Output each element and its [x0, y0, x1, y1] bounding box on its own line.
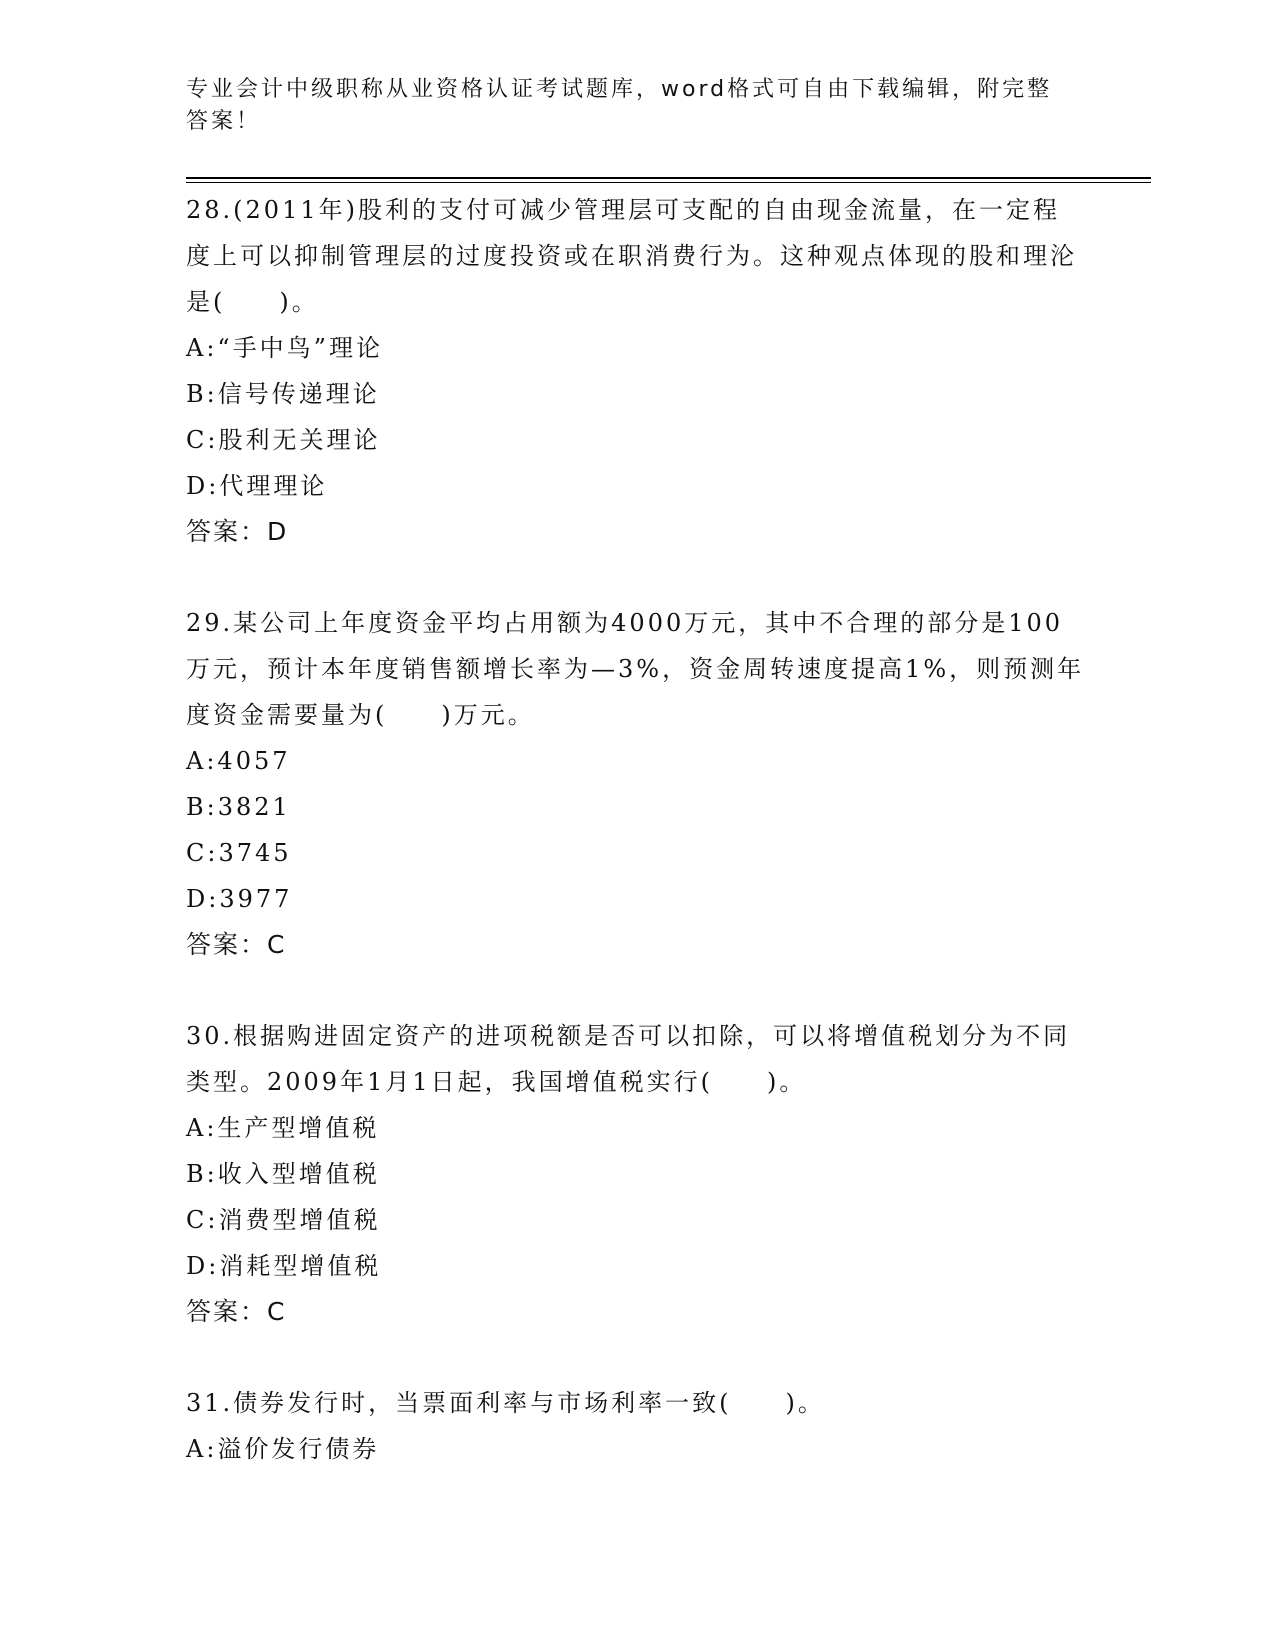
- answer-label: 答案：C: [186, 930, 287, 959]
- option-a: A:溢价发行债券: [186, 1435, 380, 1463]
- option-a: A:生产型增值税: [186, 1114, 380, 1142]
- answer-label: 答案：D: [186, 517, 289, 546]
- option-c: C:消费型增值税: [186, 1206, 381, 1234]
- question-30: [186, 1013, 1086, 1335]
- question-31: [186, 1380, 1086, 1472]
- option-d: D:消耗型增值税: [186, 1252, 382, 1280]
- option-d: D:代理理论: [186, 472, 328, 500]
- header-rule-thick: [186, 177, 1151, 179]
- option-c: C:3745: [186, 839, 292, 867]
- question-stem: 29.某公司上年度资金平均占用额为4000万元，其中不合理的部分是100万元，预计本年度销售额增长率为—3%，资金周转速度提高1%，则预测年度资金需要量为( )万元。: [186, 609, 1085, 729]
- option-a: A:“手中鸟”理论: [186, 334, 383, 362]
- option-b: B:收入型增值税: [186, 1160, 380, 1188]
- question-stem: 28.(2011年)股利的支付可减少管理层可支配的自由现金流量，在一定程度上可以抑制管理层的过度投资或在职消费行为。这种观点体现的股和理沦是( )。: [186, 196, 1077, 316]
- option-b: B:信号传递理论: [186, 380, 380, 408]
- question-29: [186, 600, 1086, 968]
- header-rule-thin: [186, 182, 1151, 183]
- document-header: 专业会计中级职称从业资格认证考试题库，word格式可自由下载编辑，附完整答案！: [186, 77, 1053, 134]
- option-d: D:3977: [186, 885, 293, 913]
- question-stem: 30.根据购进固定资产的进项税额是否可以扣除，可以将增值税划分为不同类型。2009年1月1日起，我国增值税实行( )。: [186, 1022, 1071, 1096]
- option-c: C:股利无关理论: [186, 426, 381, 454]
- question-stem: 31.债券发行时，当票面利率与市场利率一致( )。: [186, 1389, 825, 1417]
- option-b: B:3821: [186, 793, 291, 821]
- answer-label: 答案：C: [186, 1297, 287, 1326]
- option-a: A:4057: [186, 747, 291, 775]
- question-list: [186, 187, 1086, 1517]
- question-28: [186, 187, 1086, 555]
